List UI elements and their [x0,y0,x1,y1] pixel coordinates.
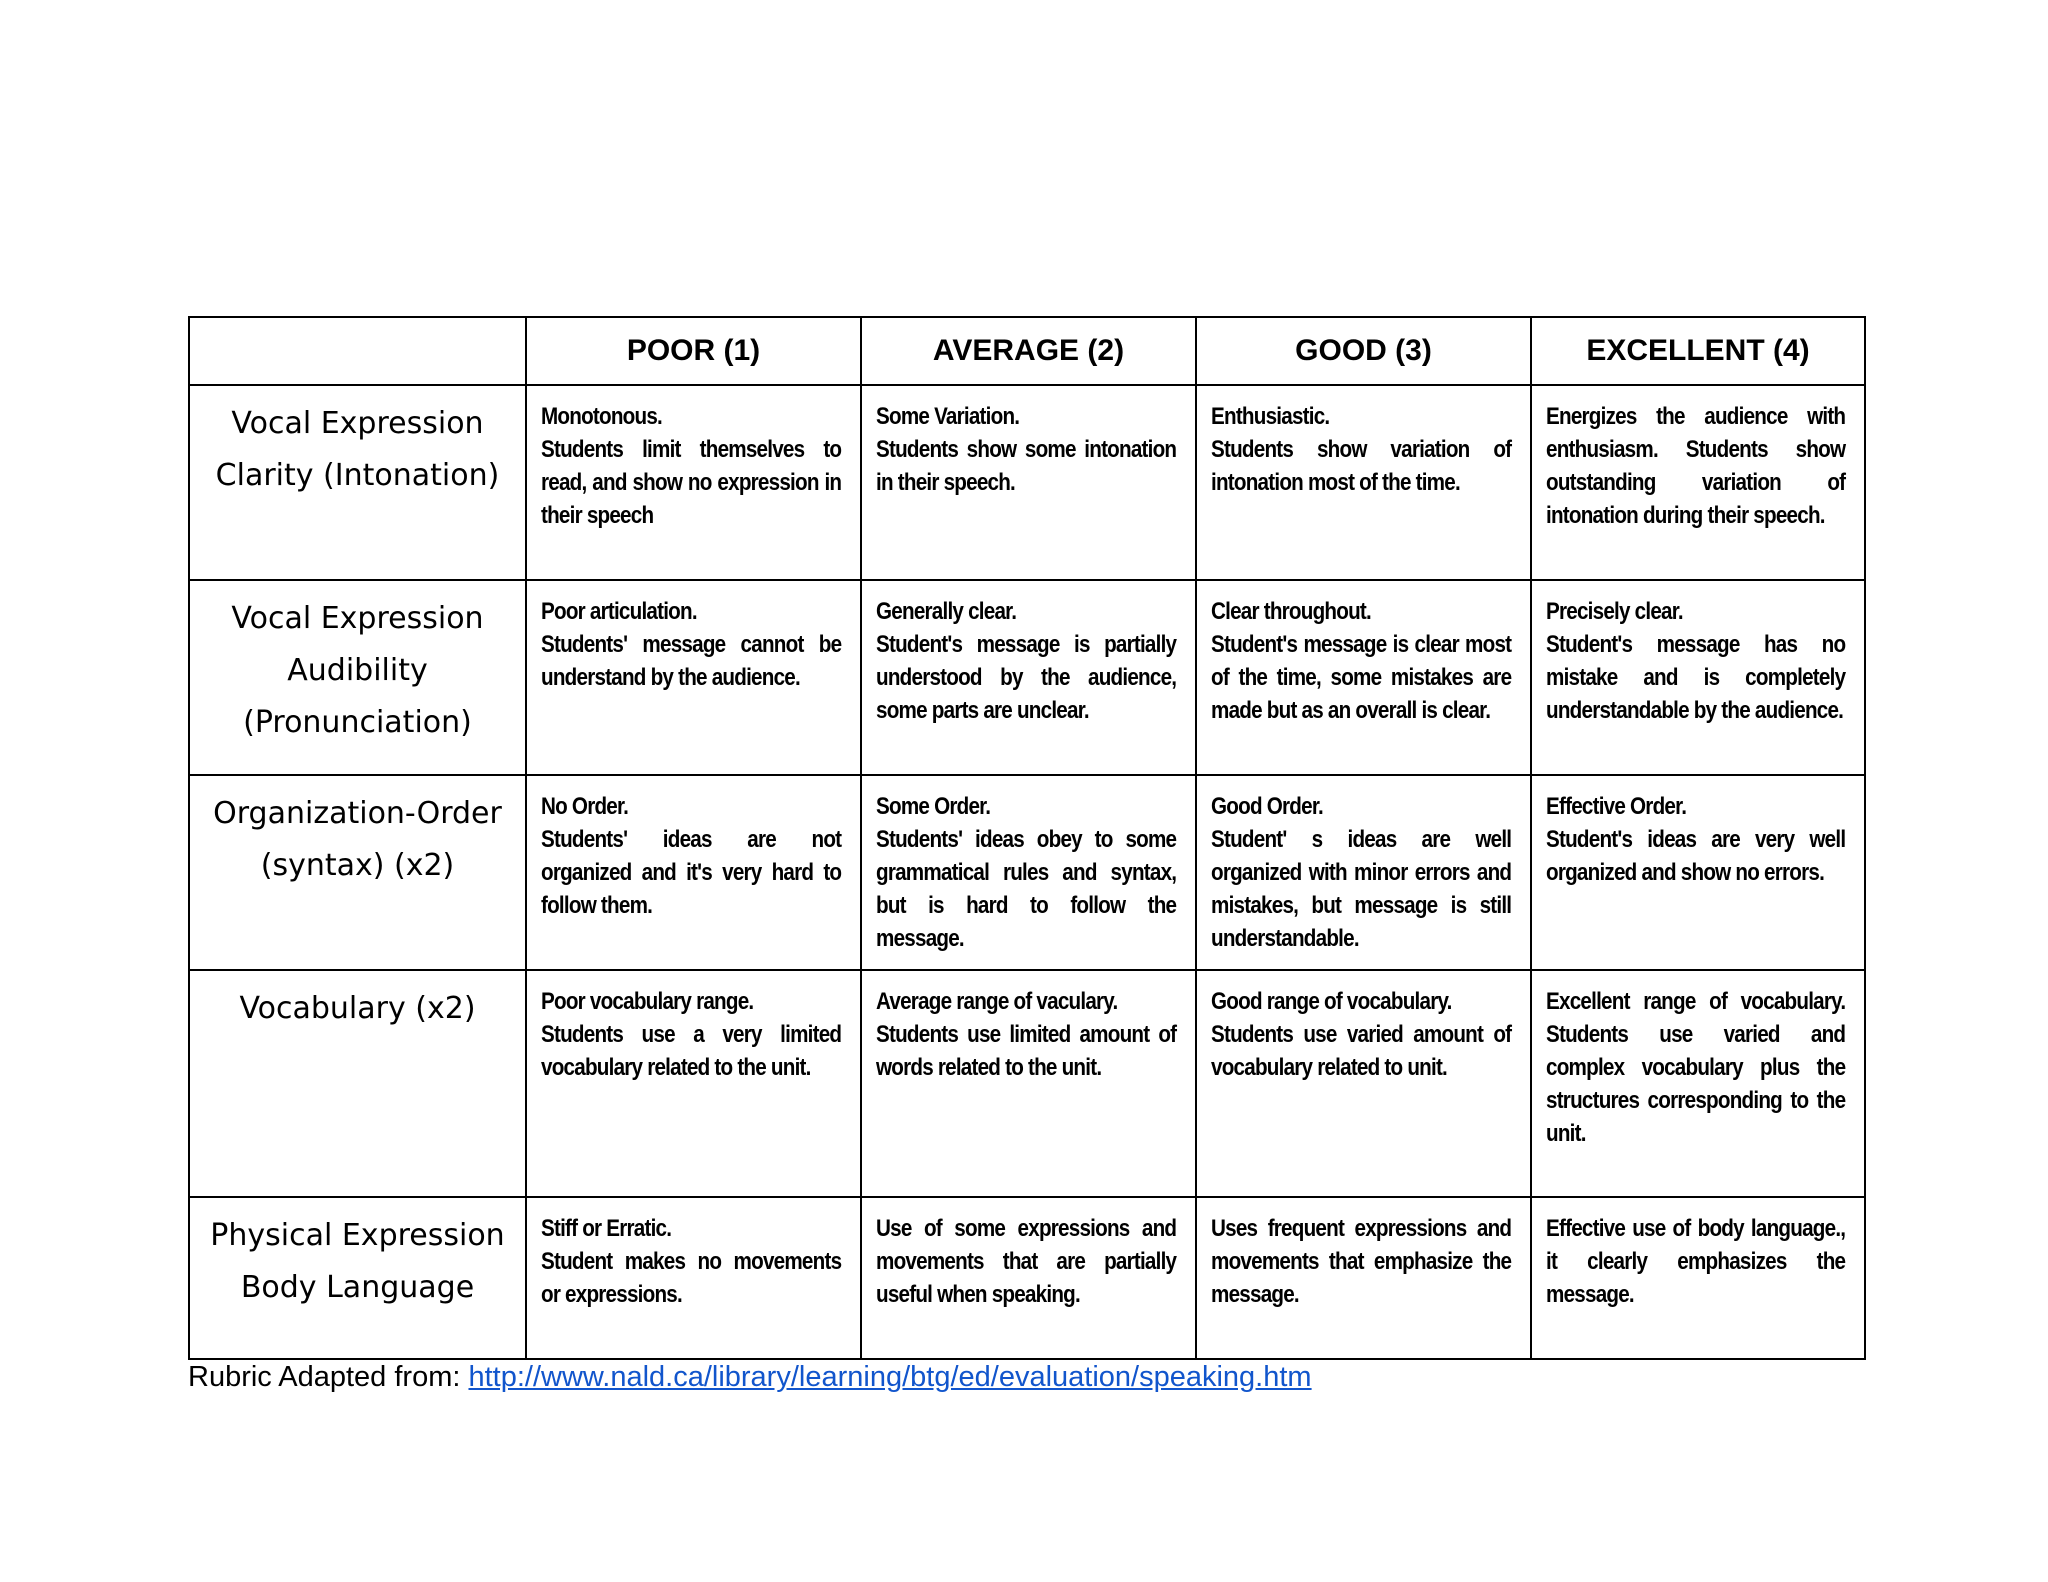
descriptor-text: Energizes the audience with enthusiasm. Students show outstanding variation of intonation during their speech. [1546,403,1846,529]
criterion-cell [189,970,526,1197]
table-row [189,970,1865,1197]
descriptor-cell [1196,580,1531,775]
descriptor-text: Students limit themselves to read, and show no expression in their speech [541,436,842,529]
descriptor-cell [1531,385,1865,580]
descriptor-title: Good range of vocabulary. [1211,988,1452,1015]
criterion-line: Clarity (Intonation) [215,458,500,493]
descriptor-text: Students' message cannot be understand by the audience. [541,631,842,691]
descriptor-text: Students use a very limited vocabulary related to the unit. [541,1021,842,1081]
descriptor-text: Students' ideas obey to some grammatical rules and syntax, but is hard to follow the message. [876,826,1177,952]
descriptor-cell [1196,385,1531,580]
descriptor-cell [1196,970,1531,1197]
descriptor-title: Some Order. [876,793,991,820]
header-row [189,317,1865,385]
rubric-table [188,316,1866,1360]
descriptor-title: Poor vocabulary range. [541,988,754,1015]
criterion-cell [189,775,526,970]
criterion-line: Vocal Expression [231,601,484,636]
header-poor: POOR (1) [526,317,861,385]
descriptor-cell [861,580,1196,775]
table-row [189,1197,1865,1359]
descriptor-text: Students use limited amount of words related to the unit. [876,1021,1177,1081]
descriptor-title: Enthusiastic. [1211,403,1330,430]
criterion-line: Organization-Order [213,796,502,831]
descriptor-text: Uses frequent expressions and movements that emphasize the message. [1211,1215,1512,1308]
criterion-line: Vocabulary (x2) [239,991,476,1026]
descriptor-text: Students show some intonation in their speech. [876,436,1177,496]
criterion-line: (Pronunciation) [243,705,472,740]
descriptor-title: Generally clear. [876,598,1017,625]
criterion-cell [189,385,526,580]
descriptor-text: Student makes no movements or expressions. [541,1248,842,1308]
source-label: Rubric Adapted from: [188,1361,469,1393]
descriptor-cell [861,1197,1196,1359]
descriptor-title: Some Variation. [876,403,1020,430]
descriptor-text: Student's message is partially understood by the audience, some parts are unclear. [876,631,1177,724]
descriptor-text: Student's ideas are very well organized and show no errors. [1546,826,1846,886]
descriptor-cell [1196,775,1531,970]
descriptor-title: Clear throughout. [1211,598,1371,625]
criterion-line: Audibility [287,653,428,688]
header-good: GOOD (3) [1196,317,1531,385]
descriptor-cell [861,775,1196,970]
descriptor-text: Students use varied amount of vocabulary related to unit. [1211,1021,1512,1081]
descriptor-title: No Order. [541,793,629,820]
table-row [189,580,1865,775]
descriptor-text: Students show variation of intonation most of the time. [1211,436,1512,496]
source-note [188,1359,1312,1395]
criterion-cell [189,1197,526,1359]
descriptor-cell [526,1197,861,1359]
descriptor-title: Excellent range of vocabulary. [1546,988,1846,1015]
descriptor-title: Good Order. [1211,793,1323,820]
table-row [189,775,1865,970]
descriptor-cell [526,970,861,1197]
descriptor-text: Use of some expressions and movements that are partially useful when speaking. [876,1215,1177,1308]
criterion-line: Physical Expression [210,1218,505,1253]
descriptor-cell [526,580,861,775]
descriptor-cell [861,385,1196,580]
header-corner [189,317,526,385]
criterion-line: Vocal Expression [231,406,484,441]
descriptor-title: Effective Order. [1546,793,1687,820]
descriptor-title: Monotonous. [541,403,663,430]
source-link[interactable]: http://www.nald.ca/library/learning/btg/ed/evaluation/speaking.htm [468,1361,1312,1393]
descriptor-cell [1531,775,1865,970]
descriptor-text: Student's message is clear most of the time, some mistakes are made but as an overall is clear. [1211,631,1512,724]
criterion-line: Body Language [240,1270,475,1305]
descriptor-cell [1196,1197,1531,1359]
header-average: AVERAGE (2) [861,317,1196,385]
descriptor-text: Student's message has no mistake and is completely understandable by the audience. [1546,631,1846,724]
criterion-cell [189,580,526,775]
descriptor-title: Precisely clear. [1546,598,1683,625]
descriptor-title: Stiff or Erratic. [541,1215,672,1242]
descriptor-cell [861,970,1196,1197]
descriptor-cell [526,385,861,580]
descriptor-cell [1531,580,1865,775]
descriptor-text: Effective use of body language., it clearly emphasizes the message. [1546,1215,1846,1308]
descriptor-text: Students' ideas are not organized and it's very hard to follow them. [541,826,842,919]
descriptor-cell [1531,1197,1865,1359]
descriptor-cell [1531,970,1865,1197]
table-row [189,385,1865,580]
descriptor-cell [526,775,861,970]
descriptor-text: Student' s ideas are well organized with minor errors and mistakes, but message is still understandable. [1211,826,1512,952]
descriptor-text: Students use varied and complex vocabulary plus the structures corresponding to the unit. [1546,1021,1846,1147]
descriptor-title: Poor articulation. [541,598,697,625]
header-excellent: EXCELLENT (4) [1531,317,1865,385]
criterion-line: (syntax) (x2) [260,848,455,883]
descriptor-title: Average range of vaculary. [876,988,1118,1015]
